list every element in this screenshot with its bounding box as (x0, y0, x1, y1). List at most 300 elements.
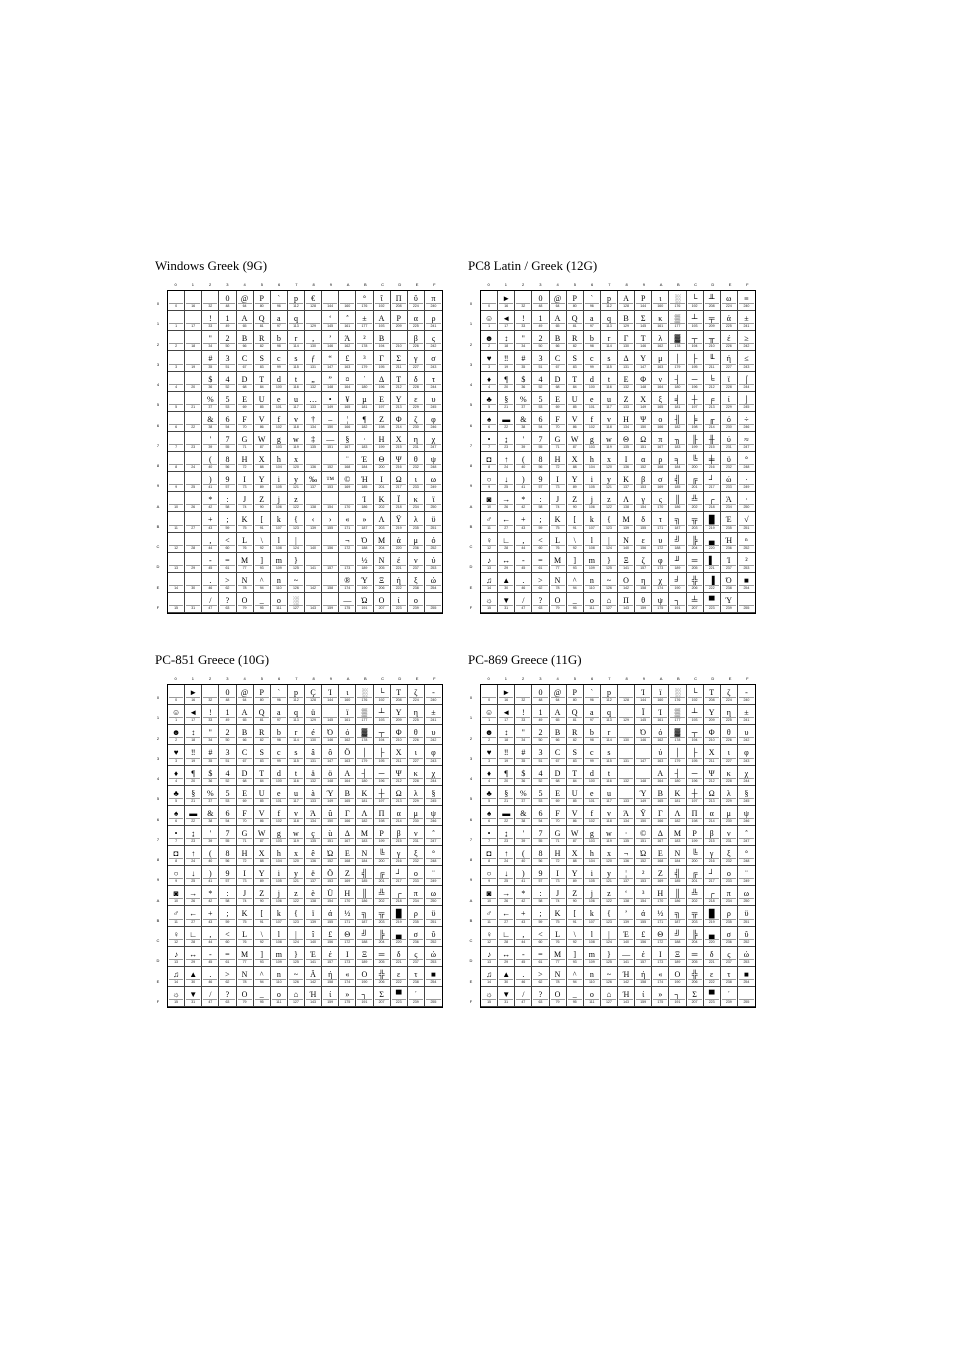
cell-decimal-code: 129 (306, 717, 320, 723)
cell-glyph: Χ (640, 394, 647, 404)
code-cell (356, 372, 373, 392)
code-cell (254, 392, 271, 412)
code-cell (687, 826, 704, 846)
cell-decimal-code: 78 (551, 979, 565, 985)
cell-glyph: ± (744, 708, 749, 718)
cell-glyph: ▐ (708, 575, 715, 585)
cell-decimal-code: 62 (533, 585, 547, 591)
cell-decimal-code: 147 (636, 364, 650, 370)
code-cell (498, 492, 515, 512)
cell-glyph: U (258, 788, 265, 798)
code-cell (168, 291, 185, 311)
cell-glyph: A (554, 314, 561, 324)
cell-glyph: m (275, 555, 282, 565)
cell-glyph: Χ (395, 434, 402, 444)
column-hex-label: 4 (243, 282, 246, 287)
cell-glyph: : (226, 889, 229, 899)
cell-glyph: ═ (691, 555, 698, 565)
cell-glyph: w (606, 434, 612, 444)
code-cell (584, 392, 601, 412)
code-cell (425, 786, 442, 806)
code-cell (687, 392, 704, 412)
cell-glyph: U (258, 394, 265, 404)
cell-glyph: Γ (623, 334, 629, 344)
cell-glyph: ◘ (486, 455, 492, 464)
code-cell (550, 906, 567, 926)
code-cell (669, 372, 686, 392)
cell-glyph: α (641, 455, 646, 464)
row-hex-label: C (469, 938, 473, 943)
cell-decimal-code: 243 (739, 364, 754, 370)
cell-glyph: » (345, 989, 350, 999)
code-cell (185, 826, 202, 846)
code-cell (374, 927, 391, 947)
cell-glyph: 5 (538, 394, 543, 404)
code-cell (652, 492, 669, 512)
cell-decimal-code: 45 (516, 565, 530, 571)
cell-glyph: 5 (225, 788, 230, 798)
code-cell (168, 725, 185, 745)
code-cell (322, 806, 339, 826)
code-cell (374, 553, 391, 573)
cell-decimal-code: 164 (340, 778, 354, 784)
cell-glyph: ├ (691, 354, 698, 364)
cell-decimal-code: 253 (426, 565, 441, 571)
code-cell (408, 705, 425, 725)
cell-decimal-code: 220 (705, 545, 719, 551)
cell-glyph: ; (226, 515, 229, 525)
code-cell (550, 593, 567, 613)
column-hex-label: B (677, 282, 680, 287)
cell-decimal-code: 19 (499, 758, 513, 764)
column-hex-label: F (746, 676, 749, 681)
code-cell (481, 967, 498, 987)
cell-decimal-code: 194 (688, 343, 702, 349)
cell-decimal-code: 247 (426, 838, 441, 844)
cell-decimal-code: 154 (323, 898, 337, 904)
cell-decimal-code: 232 (722, 464, 736, 470)
cell-decimal-code: 214 (705, 424, 719, 430)
cell-decimal-code: 196 (688, 778, 702, 784)
code-cell (738, 593, 755, 613)
cell-glyph: , (522, 929, 525, 939)
cell-decimal-code: 111 (272, 605, 286, 611)
code-cell (271, 573, 288, 593)
code-cell (721, 725, 738, 745)
cell-decimal-code: 76 (551, 939, 565, 945)
cell-decimal-code: 253 (426, 959, 441, 965)
cell-decimal-code: 36 (516, 778, 530, 784)
code-cell (532, 766, 549, 786)
cell-decimal-code: 190 (357, 979, 371, 985)
column-hex-label: 5 (573, 282, 576, 287)
cell-decimal-code: 177 (670, 323, 684, 329)
cell-glyph: Ξ (378, 575, 385, 585)
cell-decimal-code: 87 (568, 838, 582, 844)
code-cell (237, 331, 254, 351)
code-cell (635, 947, 652, 967)
cell-decimal-code: 117 (289, 404, 303, 410)
code-cell (271, 512, 288, 532)
code-cell (652, 705, 669, 725)
code-cell (498, 705, 515, 725)
cell-glyph: e (277, 394, 281, 404)
cell-decimal-code: 40 (516, 858, 530, 864)
cell-decimal-code: 151 (323, 444, 337, 450)
cell-glyph: ◘ (173, 849, 179, 858)
cell-decimal-code: 8 (169, 464, 183, 470)
cell-decimal-code: 178 (670, 343, 684, 349)
cell-decimal-code: 232 (722, 858, 736, 864)
cell-decimal-code: 255 (426, 605, 441, 611)
cell-glyph: Ζ (379, 414, 385, 424)
cell-decimal-code: 201 (375, 878, 389, 884)
row-hex-label: 1 (469, 715, 473, 721)
cell-decimal-code: 78 (238, 585, 252, 591)
cell-decimal-code: 36 (203, 778, 217, 784)
cell-glyph: Ν (361, 849, 368, 858)
cell-decimal-code: 141 (619, 959, 633, 965)
code-cell (339, 452, 356, 472)
cell-glyph: ε (641, 535, 645, 545)
code-cell (288, 826, 305, 846)
cell-glyph: ○ (486, 475, 492, 485)
row-hex-label: B (469, 523, 473, 529)
cell-decimal-code: 7 (482, 444, 496, 450)
cell-glyph: ▀ (395, 989, 402, 999)
code-cell (305, 766, 322, 786)
cell-decimal-code: 128 (306, 697, 320, 703)
code-cell (532, 593, 549, 613)
cell-glyph: ! (208, 708, 212, 718)
code-cell (550, 705, 567, 725)
code-cell (584, 472, 601, 492)
cell-glyph: : (539, 495, 542, 505)
code-cell (202, 685, 219, 705)
cell-decimal-code: 106 (585, 504, 599, 510)
cell-glyph: ► (189, 688, 198, 697)
cell-decimal-code: 164 (653, 384, 667, 390)
cell-decimal-code: 17 (186, 323, 200, 329)
row-hex-label: F (156, 998, 160, 1004)
code-cell (391, 351, 408, 371)
cell-decimal-code: 56 (220, 464, 234, 470)
cell-decimal-code: 83 (568, 758, 582, 764)
cell-glyph: 2 (225, 728, 230, 738)
cell-decimal-code: 169 (653, 878, 667, 884)
row-hex-label: B (469, 917, 473, 923)
code-cell (271, 372, 288, 392)
code-cell (618, 846, 635, 866)
cell-glyph: μ (413, 808, 418, 818)
cell-decimal-code: 141 (619, 565, 633, 571)
cell-glyph: Y (571, 869, 578, 879)
cell-glyph: ; (539, 515, 542, 525)
cell-decimal-code: 68 (551, 384, 565, 390)
cell-decimal-code: 254 (426, 585, 441, 591)
code-cell (391, 947, 408, 967)
code-cell (168, 392, 185, 412)
cell-decimal-code: 76 (551, 545, 565, 551)
row-hex-label: 4 (469, 382, 473, 387)
cell-glyph: £ (345, 354, 350, 364)
cell-glyph: b (589, 728, 594, 738)
row-hex-label: 6 (156, 816, 160, 822)
code-cell (339, 866, 356, 886)
code-cell (219, 927, 236, 947)
code-cell (704, 492, 721, 512)
cell-glyph: ╠ (378, 929, 385, 939)
cell-decimal-code: 80 (255, 697, 269, 703)
cell-glyph: ↕ (504, 728, 509, 738)
cell-decimal-code: 191 (357, 605, 371, 611)
cell-glyph: + (208, 909, 213, 919)
cell-glyph: ▓ (674, 334, 681, 344)
cell-decimal-code: 9 (169, 484, 183, 490)
code-cell (408, 412, 425, 432)
code-cell (288, 705, 305, 725)
code-cell (584, 432, 601, 452)
cell-glyph: m (588, 949, 595, 959)
cell-decimal-code: 157 (323, 959, 337, 965)
code-cell (550, 826, 567, 846)
cell-glyph: { (607, 909, 611, 919)
cell-glyph: R (572, 728, 578, 738)
cell-decimal-code: 235 (722, 525, 736, 531)
code-cell (532, 573, 549, 593)
code-cell (721, 685, 738, 705)
code-cell (271, 766, 288, 786)
cell-glyph: ( (521, 455, 525, 464)
cell-glyph: Λ (623, 495, 629, 505)
cell-decimal-code: 125 (289, 565, 303, 571)
cell-decimal-code: 252 (739, 545, 754, 551)
cell-glyph: ï (311, 909, 315, 919)
code-cell (219, 432, 236, 452)
cell-glyph: v (293, 808, 298, 818)
cell-glyph: ▬ (502, 808, 511, 818)
code-cell (687, 987, 704, 1007)
cell-decimal-code: 49 (533, 717, 547, 723)
code-cell (652, 846, 669, 866)
cell-decimal-code: 255 (739, 605, 754, 611)
cell-decimal-code: 93 (255, 959, 269, 965)
cell-decimal-code: 215 (392, 444, 406, 450)
code-cell (601, 886, 618, 906)
cell-glyph: C (554, 748, 561, 758)
cell-glyph: Ι (345, 949, 349, 959)
cell-glyph: ┬ (378, 728, 385, 738)
code-cell (391, 866, 408, 886)
cell-glyph: • (487, 828, 491, 838)
cell-glyph: _ (572, 989, 577, 999)
cell-decimal-code: 101 (272, 798, 286, 804)
cell-decimal-code: 231 (722, 838, 736, 844)
cell-decimal-code: 147 (323, 364, 337, 370)
cell-decimal-code: 28 (186, 545, 200, 551)
cell-decimal-code: 237 (409, 565, 423, 571)
column-hex-label: F (433, 676, 436, 681)
cell-decimal-code: 105 (585, 878, 599, 884)
cell-glyph: ρ (726, 909, 731, 919)
code-cell (168, 331, 185, 351)
code-cell (532, 906, 549, 926)
cell-glyph: ς (658, 495, 662, 505)
cell-decimal-code: 168 (340, 464, 354, 470)
cell-decimal-code: 214 (705, 818, 719, 824)
cell-glyph: █ (395, 909, 402, 919)
cell-glyph: £ (641, 929, 646, 939)
code-cell (550, 947, 567, 967)
cell-decimal-code: 207 (688, 999, 702, 1005)
cell-glyph: » (658, 989, 663, 999)
code-cell (185, 886, 202, 906)
cell-glyph: D (554, 768, 561, 778)
cell-decimal-code: 212 (705, 384, 719, 390)
cell-decimal-code: 92 (568, 939, 582, 945)
cell-decimal-code: 183 (357, 444, 371, 450)
cell-decimal-code: 148 (323, 778, 337, 784)
cell-glyph: f (590, 808, 594, 818)
cell-decimal-code: 241 (426, 717, 441, 723)
cell-decimal-code: 73 (551, 484, 565, 490)
cell-decimal-code: 107 (272, 919, 286, 925)
cell-glyph: R (259, 728, 265, 738)
cell-decimal-code: 152 (636, 858, 650, 864)
cell-decimal-code: 5 (169, 798, 183, 804)
cell-glyph: Α (657, 768, 664, 778)
cell-decimal-code: 126 (602, 585, 616, 591)
cell-glyph: ~ (606, 575, 612, 585)
cell-glyph: D (241, 768, 248, 778)
code-cell (515, 533, 532, 553)
cell-decimal-code: 182 (357, 818, 371, 824)
code-cell (532, 331, 549, 351)
cell-glyph: ê (311, 849, 315, 858)
cell-decimal-code: 120 (602, 464, 616, 470)
cell-decimal-code: 248 (739, 858, 754, 864)
code-cell (305, 705, 322, 725)
cell-glyph: ΄ (363, 374, 366, 384)
cell-glyph: Σ (379, 989, 384, 999)
cell-glyph: g (276, 434, 281, 444)
cell-glyph: Έ (310, 949, 316, 959)
cell-decimal-code: 15 (169, 999, 183, 1005)
code-cell (391, 573, 408, 593)
cell-decimal-code: 215 (705, 444, 719, 450)
cell-decimal-code: 169 (653, 484, 667, 490)
cell-decimal-code: 246 (426, 818, 441, 824)
code-cell (219, 492, 236, 512)
cell-glyph: $ (521, 768, 526, 778)
cell-decimal-code: 217 (392, 878, 406, 884)
cell-glyph: › (328, 515, 332, 525)
code-cell (738, 533, 755, 553)
code-cell (738, 967, 755, 987)
cell-glyph: ά (396, 535, 401, 545)
cell-decimal-code: 148 (636, 778, 650, 784)
cell-decimal-code: 162 (653, 343, 667, 349)
code-cell (168, 745, 185, 765)
cell-decimal-code: 172 (653, 545, 667, 551)
cell-decimal-code: 65 (238, 717, 252, 723)
cell-glyph: e (590, 788, 594, 798)
code-cell (532, 725, 549, 745)
code-cell (669, 392, 686, 412)
code-cell (498, 745, 515, 765)
code-cell (738, 705, 755, 725)
cell-decimal-code: 109 (585, 959, 599, 965)
cell-decimal-code: 219 (705, 919, 719, 925)
code-cell (738, 987, 755, 1007)
code-cell (704, 593, 721, 613)
cell-glyph: H (554, 455, 561, 464)
cell-decimal-code: 94 (568, 979, 582, 985)
cell-glyph: ╩ (691, 495, 698, 505)
code-cell (322, 906, 339, 926)
code-cell (202, 906, 219, 926)
code-cell (669, 846, 686, 866)
cell-glyph: | (608, 929, 610, 939)
cell-glyph: ° (744, 455, 749, 464)
cell-glyph: ♠ (486, 414, 492, 424)
cell-decimal-code: 210 (392, 737, 406, 743)
cell-decimal-code: 221 (392, 565, 406, 571)
cell-glyph: ▼ (189, 989, 198, 999)
cell-decimal-code: 131 (306, 364, 320, 370)
cell-decimal-code: 32 (516, 303, 530, 309)
cell-decimal-code: 101 (585, 404, 599, 410)
cell-decimal-code: 31 (186, 999, 200, 1005)
cell-decimal-code: 88 (568, 464, 582, 470)
code-cell (185, 685, 202, 705)
cell-decimal-code: 112 (602, 303, 616, 309)
code-cell (550, 967, 567, 987)
cell-decimal-code: 12 (482, 939, 496, 945)
cell-glyph: ρ (658, 455, 663, 464)
cell-glyph: / (209, 989, 212, 999)
cell-decimal-code: 65 (551, 323, 565, 329)
code-cell (237, 311, 254, 331)
cell-decimal-code: 74 (238, 898, 252, 904)
cell-glyph: ┴ (378, 708, 385, 718)
cell-decimal-code: 145 (636, 323, 650, 329)
cell-glyph: ┴ (691, 314, 698, 324)
code-cell (669, 351, 686, 371)
cell-decimal-code: 160 (340, 303, 354, 309)
code-cell (322, 593, 339, 613)
code-cell (618, 967, 635, 987)
cell-decimal-code: 236 (409, 939, 423, 945)
cell-glyph: * (521, 495, 526, 505)
cell-decimal-code: 39 (203, 838, 217, 844)
cell-decimal-code: 50 (220, 343, 234, 349)
cell-glyph: ' (209, 828, 212, 838)
cell-glyph: R (259, 334, 265, 344)
code-cell (498, 512, 515, 532)
cell-decimal-code: 38 (516, 424, 530, 430)
code-cell (601, 766, 618, 786)
row-hex-label: 9 (156, 483, 160, 489)
code-cell (601, 866, 618, 886)
cell-glyph: έ (328, 949, 332, 959)
code-cell (601, 705, 618, 725)
cell-glyph: ά (641, 909, 646, 919)
cell-decimal-code: 67 (551, 364, 565, 370)
cell-glyph: J (243, 495, 247, 505)
code-cell (288, 906, 305, 926)
cell-decimal-code: 149 (323, 404, 337, 410)
